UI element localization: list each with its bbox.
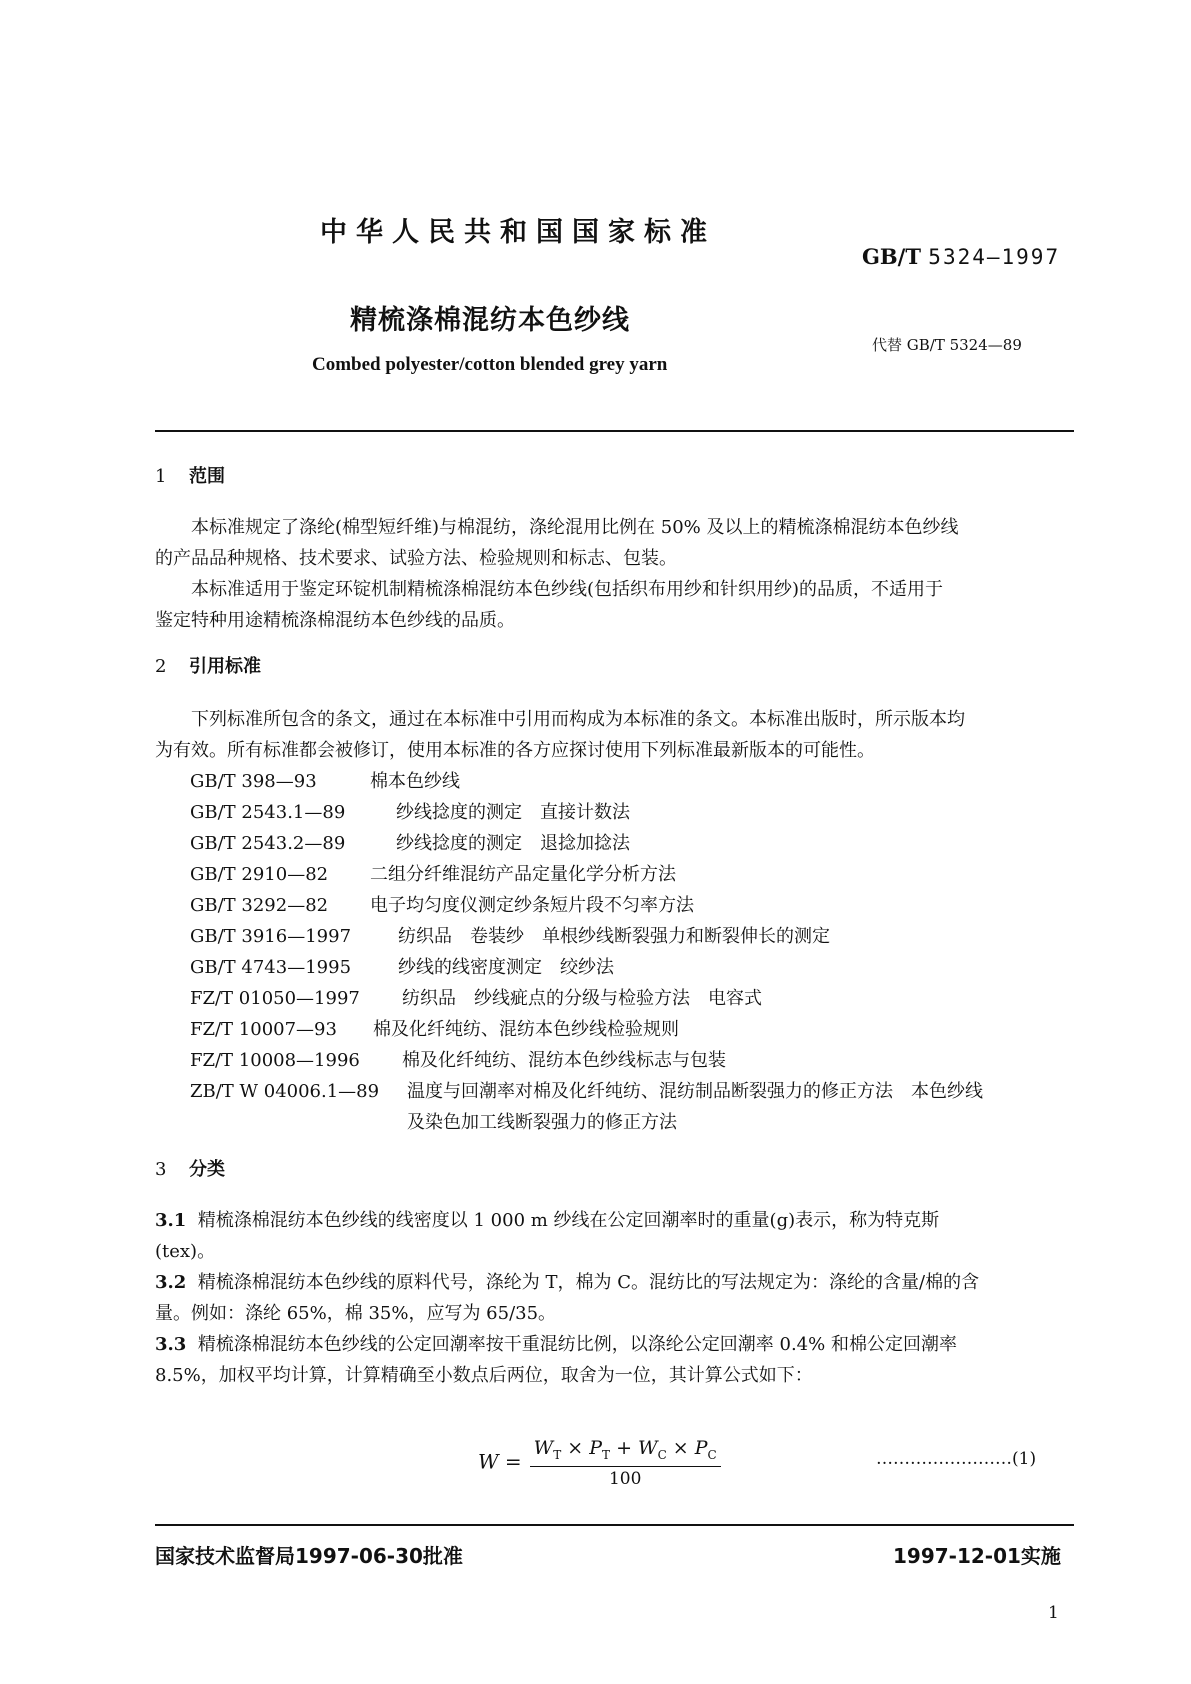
reference-code: FZ/T 01050—1997 xyxy=(190,988,360,1009)
paragraph-line: 下列标准所包含的条文，通过在本标准中引用而构成为本标准的条文。本标准出版时，所示版本均 xyxy=(191,709,965,730)
standard-code-number: 5324—1997 xyxy=(928,245,1061,269)
approval-note: 国家技术监督局1997-06-30批准 xyxy=(155,1544,463,1568)
reference-code: ZB/T W 04006.1—89 xyxy=(190,1081,380,1102)
standard-code xyxy=(862,244,1060,269)
reference-item xyxy=(190,798,630,824)
section-title: 分类 xyxy=(189,1159,225,1180)
reference-code: GB/T 3916—1997 xyxy=(190,926,352,947)
moisture-regain-formula: W = $\frac{W_T \times P_T + W_C \times P_C}{100}$ xyxy=(478,1437,721,1489)
page-number: 1 xyxy=(1048,1603,1059,1623)
section-1-heading xyxy=(155,462,225,488)
reference-title: 纱线捻度的测定 直接计数法 xyxy=(396,802,630,823)
reference-code: GB/T 2543.2—89 xyxy=(190,833,346,854)
reference-code: GB/T 2543.1—89 xyxy=(190,802,346,823)
reference-code: GB/T 4743—1995 xyxy=(190,957,352,978)
section-3-heading xyxy=(155,1155,225,1181)
reference-code: GB/T 3292—82 xyxy=(190,895,329,916)
reference-code: GB/T 398—93 xyxy=(190,771,317,792)
reference-title: 棉及化纤纯纺、混纺本色纱线检验规则 xyxy=(373,1019,679,1040)
top-divider xyxy=(155,430,1074,432)
paragraph-line: 本标准适用于鉴定环锭机制精梳涤棉混纺本色纱线(包括织布用纱和针织用纱)的品质，不适用于 xyxy=(191,579,944,600)
section-number: 3 xyxy=(155,1159,167,1180)
section-title: 引用标准 xyxy=(189,656,261,677)
clause-3-1 xyxy=(155,1206,939,1232)
clause-3-3 xyxy=(155,1330,957,1356)
bottom-divider xyxy=(155,1524,1074,1526)
section-2-heading xyxy=(155,652,261,678)
reference-item xyxy=(190,1015,679,1041)
reference-title: 纺织品 纱线疵点的分级与检验方法 电容式 xyxy=(402,988,762,1009)
paragraph-line: 量。例如：涤纶 65%，棉 35%，应写为 65/35。 xyxy=(155,1303,557,1324)
reference-code: FZ/T 10007—93 xyxy=(190,1019,337,1040)
clause-number: 3.2 xyxy=(155,1272,187,1293)
clause-text: 精梳涤棉混纺本色纱线的线密度以 1 000 m 纱线在公定回潮率时的重量(g)表示，称为特克斯 xyxy=(197,1210,940,1231)
formula-denominator: 100 xyxy=(608,1468,642,1489)
section-number: 2 xyxy=(155,656,167,677)
reference-title: 二组分纤维混纺产品定量化学分析方法 xyxy=(370,864,676,885)
standard-code-prefix: GB/T xyxy=(862,244,921,269)
section-number: 1 xyxy=(155,466,167,487)
reference-item xyxy=(190,922,830,948)
reference-title: 电子均匀度仪测定纱条短片段不匀率方法 xyxy=(370,895,694,916)
implementation-date: 1997-12-01实施 xyxy=(893,1544,1061,1568)
reference-item xyxy=(190,1077,983,1103)
reference-item xyxy=(190,984,762,1010)
paragraph-line: 本标准规定了涤纶(棉型短纤维)与棉混纺，涤纶混用比例在 50% 及以上的精梳涤棉混纺本色纱线 xyxy=(191,517,959,538)
reference-item xyxy=(190,1046,726,1072)
reference-item xyxy=(190,829,630,855)
paragraph-line: 的产品品种规格、技术要求、试验方法、检验规则和标志、包装。 xyxy=(155,548,677,569)
national-standard-title: 中华人民共和国国家标准 xyxy=(320,217,716,248)
reference-title: 纱线的线密度测定 绞纱法 xyxy=(398,957,614,978)
reference-item xyxy=(190,953,614,979)
reference-title: 棉本色纱线 xyxy=(370,771,460,792)
clause-text: 精梳涤棉混纺本色纱线的公定回潮率按干重混纺比例，以涤纶公定回潮率 0.4% 和棉公定回潮率 xyxy=(197,1334,957,1355)
reference-code: GB/T 2910—82 xyxy=(190,864,329,885)
reference-title: 纱线捻度的测定 退捻加捻法 xyxy=(396,833,630,854)
reference-title: 棉及化纤纯纺、混纺本色纱线标志与包装 xyxy=(402,1050,726,1071)
formula-number: ……………………(1) xyxy=(876,1449,1037,1469)
reference-item xyxy=(190,860,676,886)
paragraph-line: (tex)。 xyxy=(155,1241,216,1262)
reference-item xyxy=(190,891,694,917)
paragraph-line: 鉴定特种用途精梳涤棉混纺本色纱线的品质。 xyxy=(155,610,515,631)
clause-number: 3.3 xyxy=(155,1334,187,1355)
paragraph-line: 为有效。所有标准都会被修订，使用本标准的各方应探讨使用下列标准最新版本的可能性。 xyxy=(155,740,875,761)
paragraph-line: 8.5%，加权平均计算，计算精确至小数点后两位，取舍为一位，其计算公式如下： xyxy=(155,1365,813,1386)
reference-title-continuation: 及染色加工线断裂强力的修正方法 xyxy=(407,1112,677,1133)
reference-title: 纺织品 卷装纱 单根纱线断裂强力和断裂伸长的测定 xyxy=(398,926,830,947)
reference-title: 温度与回潮率对棉及化纤纯纺、混纺制品断裂强力的修正方法 本色纱线 xyxy=(407,1081,983,1102)
reference-item xyxy=(190,767,460,793)
section-title: 范围 xyxy=(189,466,225,487)
clause-text: 精梳涤棉混纺本色纱线的原料代号，涤纶为 T，棉为 C。混纺比的写法规定为：涤纶的含量/棉的含 xyxy=(197,1272,980,1293)
clause-3-2 xyxy=(155,1268,979,1294)
standard-title-en: Combed polyester/cotton blended grey yarn xyxy=(312,354,668,375)
reference-code: FZ/T 10008—1996 xyxy=(190,1050,360,1071)
replaces-standard: 代替 GB/T 5324—89 xyxy=(872,336,1022,354)
clause-number: 3.1 xyxy=(155,1210,187,1231)
standard-title-cn: 精梳涤棉混纺本色纱线 xyxy=(350,305,630,336)
